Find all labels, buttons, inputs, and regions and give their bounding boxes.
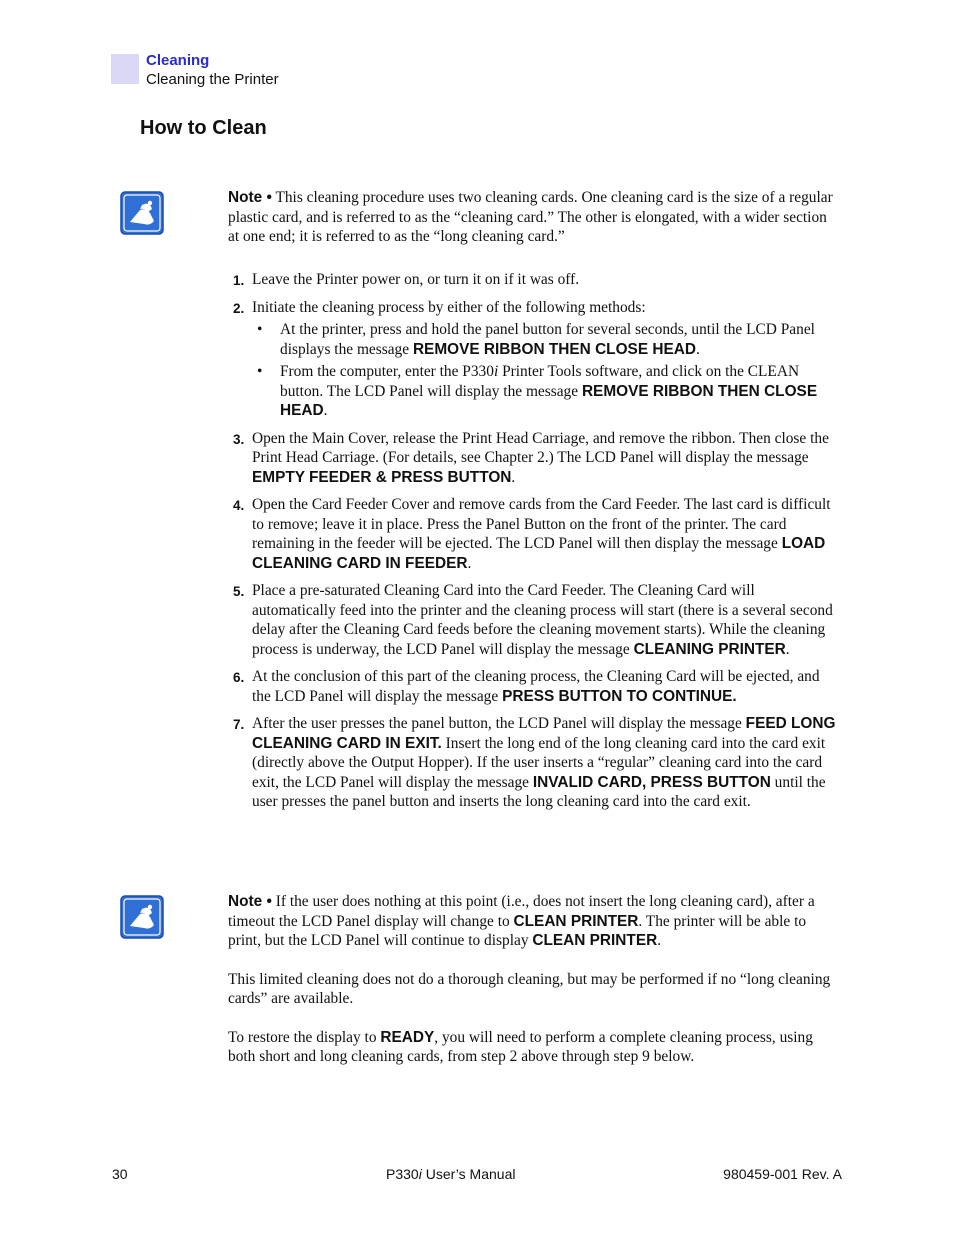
step-3 — [228, 429, 840, 488]
lcd-message: LOAD CLEANING CARD IN FEEDER — [252, 535, 826, 572]
step-7 — [228, 714, 840, 812]
manual-name: User’s Manual — [421, 1166, 516, 1182]
page-title: How to Clean — [140, 117, 267, 139]
step-number: 7. — [233, 717, 245, 732]
punct: . — [657, 932, 662, 949]
method-item — [252, 362, 840, 421]
revision: 980459-001 Rev. A — [723, 1166, 842, 1182]
model-suffix: i — [418, 1166, 422, 1182]
note-hand-icon — [120, 895, 164, 939]
method-list — [252, 320, 840, 421]
punct: . — [323, 402, 328, 419]
lcd-message: REMOVE RIBBON THEN CLOSE HEAD — [280, 382, 818, 419]
step-number: 6. — [233, 670, 245, 685]
note-2-text: . The printer will be able to print, but the LCD Panel will continue to display — [228, 912, 807, 949]
lcd-message: READY — [380, 1028, 435, 1046]
step-text: After the user presses the panel button, the LCD Panel will display the message — [252, 715, 746, 732]
step-number: 5. — [233, 584, 245, 599]
punct: . — [467, 554, 472, 572]
lcd-message: PRESS BUTTON TO CONTINUE. — [502, 687, 737, 705]
note-label: Note • — [228, 189, 272, 206]
step-6 — [228, 667, 840, 706]
bullet: • — [257, 321, 263, 338]
step-text: Open the Card Feeder Cover and remove cards from the Card Feeder. The last card is difficult to remove; leave it in place. Press the Panel Button on the front of the printer. The card remaining in the feeder will be ejected. The LCD Panel will then display the message — [252, 496, 831, 552]
note-label: Note • — [228, 893, 272, 910]
lcd-message: CLEAN PRINTER — [513, 912, 639, 930]
note-2-text: To restore the display to — [228, 1028, 381, 1046]
header-section: Cleaning — [146, 52, 210, 69]
header-subsection: Cleaning the Printer — [146, 71, 279, 88]
step-number: 3. — [233, 431, 245, 447]
step-number: 4. — [233, 498, 245, 513]
step-2 — [228, 298, 840, 421]
note-2-text: If the user does nothing at this point (i.e., does not insert the long cleaning card), after a timeout the LCD Panel display will change to — [228, 893, 815, 930]
lcd-message: EMPTY FEEDER & PRESS BUTTON — [252, 468, 512, 486]
note-1 — [228, 188, 840, 247]
method-text: From the computer, enter the P330 — [280, 363, 494, 380]
manual-title — [386, 1166, 515, 1182]
note-2-paragraph-3 — [228, 1028, 840, 1067]
step-5 — [228, 581, 840, 659]
note-hand-icon — [120, 191, 164, 235]
method-text: Printer Tools software, and click on the CLEAN button. The LCD Panel will display the message — [280, 363, 800, 400]
manual-name: P330 — [386, 1166, 419, 1182]
step-text: Insert the long end of the long cleaning card into the card exit (directly above the Output Hopper). If the user inserts a “regular” cleaning card into the card exit, the LCD Panel will display the message — [252, 734, 826, 791]
step-text: Open the Main Cover, release the Print Head Carriage, and remove the ribbon. Then close the Print Head Carriage. (For details, see Chapter 2.) The LCD Panel will display the message — [252, 429, 829, 466]
note-2-paragraph-2: This limited cleaning does not do a thorough cleaning, but may be performed if no “long cleaning cards” are available. — [228, 970, 831, 1007]
note-2-text: , you will need to perform a complete cleaning process, using both short and long cleaning cards, from step 2 above through step 9 below. — [228, 1028, 813, 1065]
step-number: 2. — [233, 300, 245, 316]
step-4 — [228, 495, 840, 573]
punct: . — [511, 468, 516, 486]
bullet: • — [257, 363, 263, 380]
lcd-message: INVALID CARD, PRESS BUTTON — [532, 773, 771, 791]
method-item — [252, 320, 840, 359]
note-1-text: This cleaning procedure uses two cleaning cards. One cleaning card is the size of a regular plastic card, and is referred to as the “cleaning card.” The other is elongated, with a wider section at one end; it is referred to as the “long cleaning card.” — [228, 189, 833, 245]
punct: . — [695, 340, 700, 358]
step-text: Leave the Printer power on, or turn it on if it was off. — [252, 271, 580, 288]
step-text: until the user presses the panel button and inserts the long cleaning card into the card exit. — [252, 773, 826, 810]
lcd-message: CLEANING PRINTER — [633, 640, 786, 658]
steps-list — [228, 270, 840, 820]
lcd-message: CLEAN PRINTER — [532, 932, 658, 949]
step-text: Initiate the cleaning process by either of the following methods: — [252, 298, 646, 316]
punct: . — [785, 640, 790, 658]
step-number: 1. — [233, 273, 245, 288]
lcd-message: FEED LONG CLEANING CARD IN EXIT. — [252, 715, 836, 752]
model-suffix: i — [493, 363, 499, 380]
step-1 — [228, 270, 840, 290]
page-number: 30 — [112, 1166, 128, 1182]
header-color-block — [111, 54, 139, 84]
step-text: At the conclusion of this part of the cleaning process, the Cleaning Card will be ejected, and the LCD Panel will display the message — [252, 668, 820, 705]
lcd-message: REMOVE RIBBON THEN CLOSE HEAD — [412, 340, 696, 358]
step-text: Place a pre-saturated Cleaning Card into the Card Feeder. The Cleaning Card will automatically feed into the printer and the cleaning process will start (there is a several second delay after the Cleaning Card feeds before the cleaning movement starts). While the cleaning process is underway, the LCD Panel will display the message — [252, 582, 833, 658]
note-2 — [228, 892, 840, 1067]
method-text: At the printer, press and hold the panel button for several seconds, until the LCD Panel displays the message — [280, 321, 815, 358]
